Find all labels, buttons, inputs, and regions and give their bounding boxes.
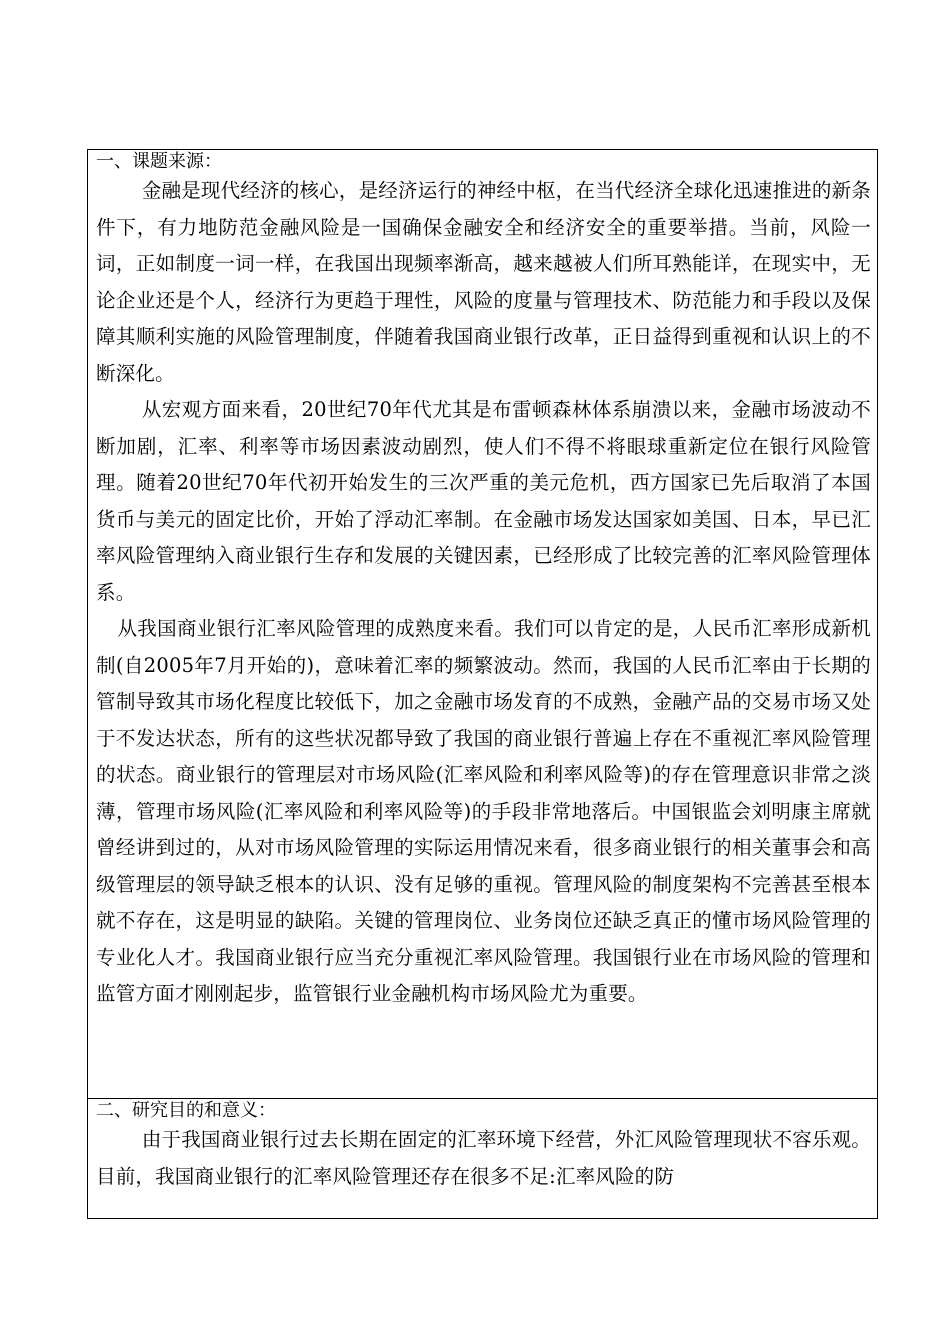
section-heading-purpose: 二、研究目的和意义：	[96, 1100, 276, 1121]
section-source-cell	[88, 150, 877, 1099]
section-purpose-cell	[88, 1099, 877, 1218]
section-heading-source: 一、课题来源：	[96, 151, 222, 172]
paragraph-purpose: 由于我国商业银行过去长期在固定的汇率环境下经营，外汇风险管理现状不容乐观。目前，我国商业银行的汇率风险管理还存在很多不足:汇率风险的防	[96, 1128, 871, 1188]
paragraph-maturity: 从我国商业银行汇率风险管理的成熟度来看。我们可以肯定的是，人民币汇率形成新机制(自2005年7月开始的)，意味着汇率的频繁波动。然而，我国的人民币汇率由于长期的管制导致其市场化程度比较低下，加之金融市场发育的不成熟，金融产品的交易市场又处于不发达状态，所有的这些状况都导致了我国的商业银行普遍上存在不重视汇率风险管理的状态。商业银行的管理层对市场风险(汇率风险和利率风险等)的存在管理意识非常之淡薄，管理市场风险(汇率风险和利率风险等)的手段非常地落后。中国银监会刘明康主席就曾经讲到过的，从对市场风险管理的实际运用情况来看，很多商业银行的相关董事会和高级管理层的领导缺乏根本的认识、没有足够的重视。管理风险的制度架构不完善甚至根本就不存在，这是明显的缺陷。关键的管理岗位、业务岗位还缺乏真正的懂市场风险管理的专业化人才。我国商业银行应当充分重视汇率风险管理。我国银行业在市场风险的管理和监管方面才刚刚起步，监管银行业金融机构市场风险尤为重要。	[96, 617, 871, 1005]
content-table	[87, 149, 878, 1219]
paragraph-finance-core: 金融是现代经济的核心，是经济运行的神经中枢，在当代经济全球化迅速推进的新条件下，有力地防范金融风险是一国确保金融安全和经济安全的重要举措。当前，风险一词，正如制度一词一样，在我国出现频率渐高，越来越被人们所耳熟能详，在现实中，无论企业还是个人，经济行为更趋于理性，风险的度量与管理技术、防范能力和手段以及保障其顺利实施的风险管理制度，伴随着我国商业银行改革，正日益得到重视和认识上的不断深化。	[96, 179, 871, 385]
paragraph-macro-view: 从宏观方面来看，20世纪70年代尤其是布雷顿森林体系崩溃以来，金融市场波动不断加剧，汇率、利率等市场因素波动剧烈，使人们不得不将眼球重新定位在银行风险管理。随着20世纪70年代初开始发生的三次严重的美元危机，西方国家已先后取消了本国货币与美元的固定比价，开始了浮动汇率制。在金融市场发达国家如美国、日本，早已汇率风险管理纳入商业银行生存和发展的关键因素，已经形成了比较完善的汇率风险管理体系。	[96, 398, 871, 604]
